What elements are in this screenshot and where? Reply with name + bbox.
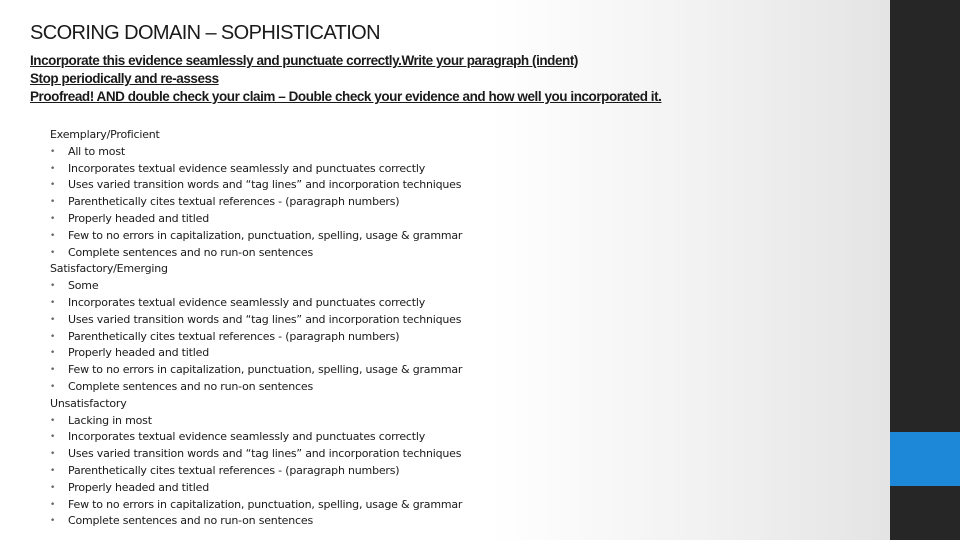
criteria-list-exemplary [50,144,610,262]
instruction-line: Stop periodically and re-assess [30,71,219,86]
rubric-body [50,127,610,530]
list-item: • Properly headed and titled [50,480,610,497]
criteria-list-satisfactory [50,278,610,396]
list-item: • Uses varied transition words and “tag lines” and incorporation techniques [50,446,610,463]
section-label-exemplary: Exemplary/Proficient [50,128,160,141]
instruction-line: Incorporate this evidence seamlessly and punctuate correctly.Write your paragraph (indent) [30,53,578,68]
instruction-line: Proofread! AND double check your claim – Double check your evidence and how well you incorporated it. [30,89,662,104]
list-item: • All to most [50,144,610,161]
list-item: • Few to no errors in capitalization, punctuation, spelling, usage & grammar [50,362,610,379]
list-item: • Lacking in most [50,413,610,430]
list-item: • Complete sentences and no run-on sentences [50,379,610,396]
list-item: • Properly headed and titled [50,211,610,228]
list-item: • Properly headed and titled [50,345,610,362]
list-item: • Few to no errors in capitalization, punctuation, spelling, usage & grammar [50,228,610,245]
list-item: • Incorporates textual evidence seamlessly and punctuates correctly [50,161,610,178]
list-item: • Parenthetically cites textual references - (paragraph numbers) [50,463,610,480]
accent-block [890,432,960,486]
section-label-satisfactory: Satisfactory/Emerging [50,262,168,276]
list-item: • Some [50,278,610,295]
list-item: • Complete sentences and no run-on sentences [50,513,610,530]
slide-title: SCORING DOMAIN – SOPHISTICATION [30,22,380,44]
list-item: • Few to no errors in capitalization, punctuation, spelling, usage & grammar [50,497,610,514]
list-item: • Complete sentences and no run-on sentences [50,245,610,262]
list-item: • Uses varied transition words and “tag lines” and incorporation techniques [50,177,610,194]
instructions [30,52,870,106]
list-item: • Incorporates textual evidence seamlessly and punctuates correctly [50,295,610,312]
list-item: • Parenthetically cites textual references - (paragraph numbers) [50,329,610,346]
section-label-unsatisfactory: Unsatisfactory [50,396,127,410]
list-item: • Incorporates textual evidence seamlessly and punctuates correctly [50,429,610,446]
list-item: • Uses varied transition words and “tag lines” and incorporation techniques [50,312,610,329]
criteria-list-unsatisfactory [50,413,610,531]
list-item: • Parenthetically cites textual references - (paragraph numbers) [50,194,610,211]
